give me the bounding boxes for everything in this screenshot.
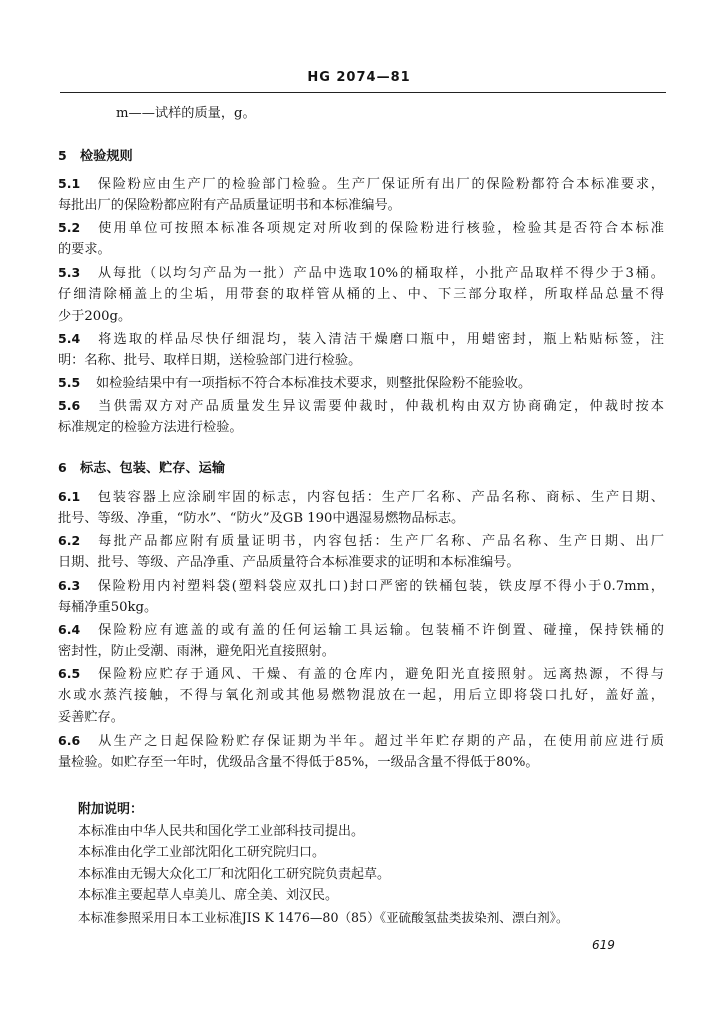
- notes-title: 附加说明：: [78, 802, 144, 817]
- clause-6-5-line-1: [58, 664, 664, 685]
- clause-5-6-line-2: 标准规定的检验方法进行检验。: [58, 420, 243, 435]
- clause-number: 5.4: [58, 331, 81, 346]
- clause-text: 从生产之日起保险粉贮存保证期为半年。超过半年贮存期的产品，在使用前应进行质: [96, 734, 664, 749]
- clause-5-2-line-2: 的要求。: [58, 242, 111, 257]
- clause-text: 当供需双方对产品质量发生异议需要仲裁时，仲裁机构由双方协商确定，仲裁时按本: [96, 399, 664, 414]
- section-6-title: 标志、包装、贮存、运输: [80, 461, 226, 476]
- clause-number: 5.6: [58, 398, 81, 413]
- clause-number: 6.6: [58, 733, 81, 748]
- variable-definition: m——试样的质量，g。: [116, 106, 256, 121]
- clause-number: 6.5: [58, 666, 81, 681]
- clause-number: 5.2: [58, 220, 81, 235]
- section-5-title: 检验规则: [80, 149, 133, 164]
- note-line: 本标准由化学工业部沈阳化工研究院归口。: [78, 845, 326, 860]
- standard-number-header: HG 2074—81: [307, 70, 411, 85]
- clause-number: 6.3: [58, 578, 81, 593]
- section-5-number: 5: [58, 148, 67, 163]
- clause-text: 包装容器上应涂刷牢固的标志，内容包括：生产厂名称、产品名称、商标、生产日期、: [96, 490, 664, 505]
- clause-5-5-line-1: [58, 373, 664, 394]
- clause-6-1-line-2: 批号、等级、净重，“防水”、“防火”及GB 190中遇湿易燃物品标志。: [58, 511, 465, 526]
- clause-6-4-line-1: [58, 620, 664, 641]
- clause-number: 5.5: [58, 375, 81, 390]
- note-line: 本标准由中华人民共和国化学工业部科技司提出。: [78, 824, 365, 839]
- clause-number: 6.2: [58, 533, 81, 548]
- clause-number: 6.4: [58, 622, 81, 637]
- clause-6-3-line-2: 每桶净重50kg。: [58, 600, 158, 615]
- clause-text: 保险粉应由生产厂的检验部门检验。生产厂保证所有出厂的保险粉都符合本标准要求，: [96, 177, 664, 192]
- clause-text: 将选取的样品尽快仔细混均，装入清洁干燥磨口瓶中，用蜡密封，瓶上粘贴标签，注: [96, 332, 664, 347]
- clause-5-6-line-1: [58, 396, 664, 417]
- clause-5-1-line-2: 每批出厂的保险粉都应附有产品质量证明书和本标准编号。: [58, 198, 401, 213]
- clause-5-2-line-1: [58, 218, 664, 239]
- clause-text: 保险粉应有遮盖的或有盖的任何运输工具运输。包装桶不许倒置、碰撞，保持铁桶的: [96, 623, 664, 638]
- clause-5-4-line-1: [58, 329, 664, 350]
- page-number: 619: [592, 938, 615, 952]
- clause-text: 保险粉用内衬塑料袋(塑料袋应双扎口)封口严密的铁桶包装，铁皮厚不得小于0.7mm，: [96, 579, 664, 594]
- clause-6-2-line-2: 日期、批号、等级、产品净重、产品质量符合本标准要求的证明和本标准编号。: [58, 555, 520, 570]
- clause-text: 从每批（以均匀产品为一批）产品中选取10%的桶取样，小批产品取样不得少于3桶。: [96, 266, 664, 281]
- clause-text: 使用单位可按照本标准各项规定对所收到的保险粉进行核验，检验其是否符合本标准: [96, 221, 664, 236]
- clause-6-6-line-1: [58, 731, 664, 752]
- note-line: 本标准参照采用日本工业标准JIS K 1476—80（85）《亚硫酸氢盐类拔染剂、漂白剂》。: [78, 910, 569, 925]
- header-rule: [60, 92, 666, 93]
- note-line: 本标准主要起草人卓美儿、席全美、刘汉民。: [78, 888, 339, 903]
- clause-6-2-line-1: [58, 531, 664, 552]
- clause-5-1-line-1: [58, 174, 664, 195]
- clause-text: 保险粉应贮存于通风、干燥、有盖的仓库内，避免阳光直接照射。远离热源，不得与: [96, 667, 664, 682]
- clause-5-3-line-2: 仔细清除桶盖上的尘垢，用带套的取样管从桶的上、中、下三部分取样，所取样品总量不得: [58, 287, 664, 302]
- clause-5-4-line-2: 明：名称、批号、取样日期，送检验部门进行检验。: [58, 353, 362, 368]
- clause-6-3-line-1: [58, 576, 664, 597]
- clause-text: 每批产品都应附有质量证明书，内容包括：生产厂名称、产品名称、生产日期、出厂: [96, 534, 664, 549]
- clause-number: 6.1: [58, 489, 81, 504]
- section-6-heading: [58, 458, 664, 479]
- clause-6-4-line-2: 密封性，防止受潮、雨淋，避免阳光直接照射。: [58, 644, 335, 659]
- clause-6-1-line-1: [58, 487, 664, 508]
- clause-6-5-line-3: 妥善贮存。: [58, 710, 124, 725]
- clause-5-3-line-1: [58, 263, 664, 284]
- note-line: 本标准由无锡大众化工厂和沈阳化工研究院负责起草。: [78, 867, 391, 882]
- clause-5-3-line-3: 少于200g。: [58, 309, 132, 324]
- clause-text: 如检验结果中有一项指标不符合本标准技术要求，则整批保险粉不能验收。: [96, 376, 532, 391]
- section-5-heading: [58, 146, 664, 167]
- clause-6-5-line-2: 水或水蒸汽接触，不得与氧化剂或其他易燃物混放在一起，用后立即将袋口扎好，盖好盖，: [58, 688, 664, 703]
- section-6-number: 6: [58, 460, 67, 475]
- clause-6-6-line-2: 量检验。如贮存至一年时，优级品含量不得低于85%，一级品含量不得低于80%。: [58, 755, 539, 770]
- clause-number: 5.1: [58, 176, 81, 191]
- clause-number: 5.3: [58, 265, 81, 280]
